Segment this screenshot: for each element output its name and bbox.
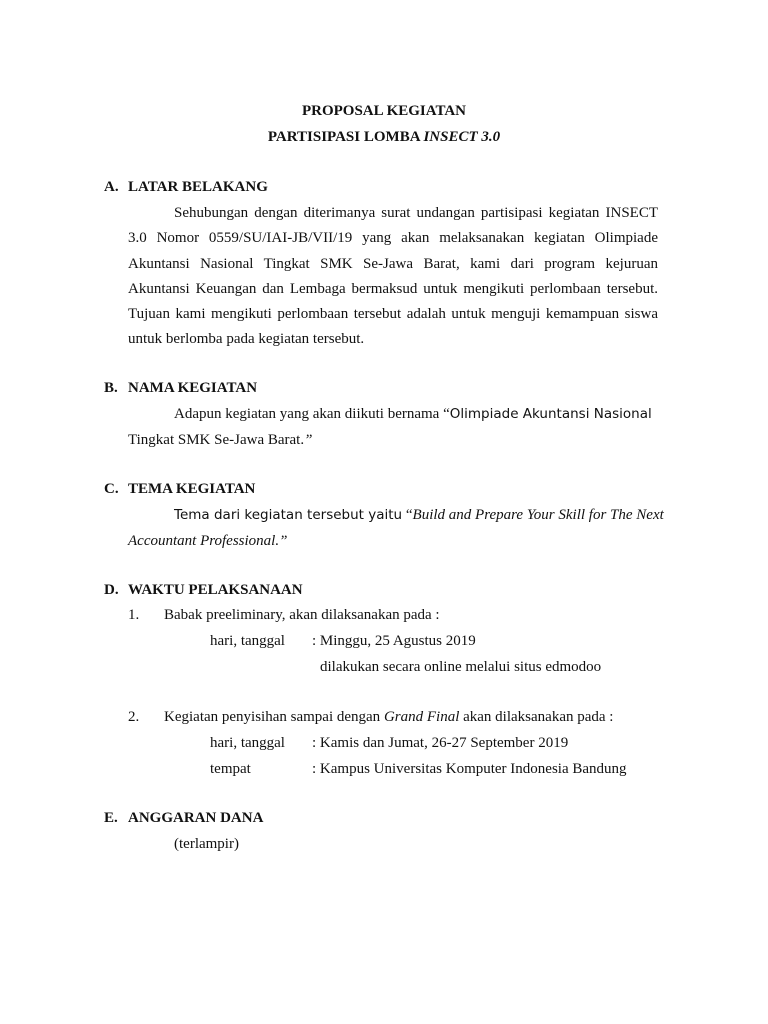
list-item-number: 1. <box>128 607 140 623</box>
section-letter: D. <box>104 582 119 598</box>
section-a-body <box>128 201 658 353</box>
section-c-line-2 <box>128 529 287 554</box>
section-title: TEMA KEGIATAN <box>128 481 256 497</box>
event-name-text: Olimpiade Akuntansi Nasional <box>449 406 652 422</box>
section-letter: A. <box>104 179 119 195</box>
closing-quote: ” <box>279 533 288 549</box>
subtitle-text: PARTISIPASI LOMBA <box>267 129 424 145</box>
theme-text: Accountant Professional. <box>128 533 280 549</box>
section-c-heading <box>104 477 255 502</box>
section-letter: E. <box>104 810 118 826</box>
document-title <box>0 99 768 124</box>
field-value: : Kamis dan Jumat, 26-27 September 2019 <box>312 735 569 751</box>
section-title: LATAR BELAKANG <box>128 179 268 195</box>
section-e-heading <box>104 806 263 831</box>
section-b-heading <box>104 376 257 401</box>
section-d-heading <box>104 578 303 603</box>
section-letter: B. <box>104 380 118 396</box>
section-b-line-2 <box>128 428 312 453</box>
section-letter: C. <box>104 481 119 497</box>
section-b-text: Adapun kegiatan yang akan diikuti bernama “ <box>174 406 450 422</box>
section-b-line-1 <box>174 402 652 427</box>
field-label: tempat <box>210 761 251 777</box>
section-a-text: Sehubungan dengan diterimanya surat undangan partisipasi kegiatan INSECT 3.0 Nomor 0559/SU/IAI-JB/VII/19 yang akan melaksanakan kegiatan Olimpiade Akuntansi Nasional Tingkat SMK Se-Jawa Barat, kami dari program kejuruan Akuntansi Keuangan dan Lembaga bermaksud untuk mengikuti perlombaan tersebut. Tujuan kami mengikuti perlombaan tersebut adalah untuk menguji kemampuan siswa untuk berlomba pada kegiatan tersebut. <box>128 205 658 348</box>
field-label: hari, tanggal <box>210 735 285 751</box>
field-value: : Minggu, 25 Agustus 2019 <box>312 633 476 649</box>
field-note: dilakukan secara online melalui situs edmodoo <box>320 659 602 675</box>
section-a-heading <box>104 175 268 200</box>
subtitle-italic-text: INSECT 3.0 <box>423 129 501 145</box>
field-label: hari, tanggal <box>210 633 285 649</box>
document-subtitle <box>0 125 768 150</box>
section-c-line-1 <box>174 503 664 528</box>
theme-text: Build and Prepare Your Skill for The Next <box>412 507 664 523</box>
section-title: NAMA KEGIATAN <box>128 380 258 396</box>
emphasis-text: Grand Final <box>383 709 460 725</box>
section-title: ANGGARAN DANA <box>128 810 264 826</box>
title-text: PROPOSAL KEGIATAN <box>301 103 467 119</box>
closing-quote: ” <box>304 432 313 448</box>
section-e-body: (terlampir) <box>174 836 239 852</box>
section-c-text: Tema dari kegiatan tersebut yaitu <box>174 507 403 523</box>
list-item-text: Kegiatan penyisihan sampai dengan Grand Final akan dilaksanakan pada : <box>164 709 614 725</box>
section-title: WAKTU PELAKSANAAN <box>128 582 303 598</box>
field-value: : Kampus Universitas Komputer Indonesia Bandung <box>312 761 627 777</box>
list-item-number: 2. <box>128 709 140 725</box>
list-item-text: Babak preeliminary, akan dilaksanakan pada : <box>164 607 440 623</box>
opening-quote: “ <box>402 507 413 523</box>
section-b-text: Tingkat SMK Se-Jawa Barat. <box>128 432 305 448</box>
